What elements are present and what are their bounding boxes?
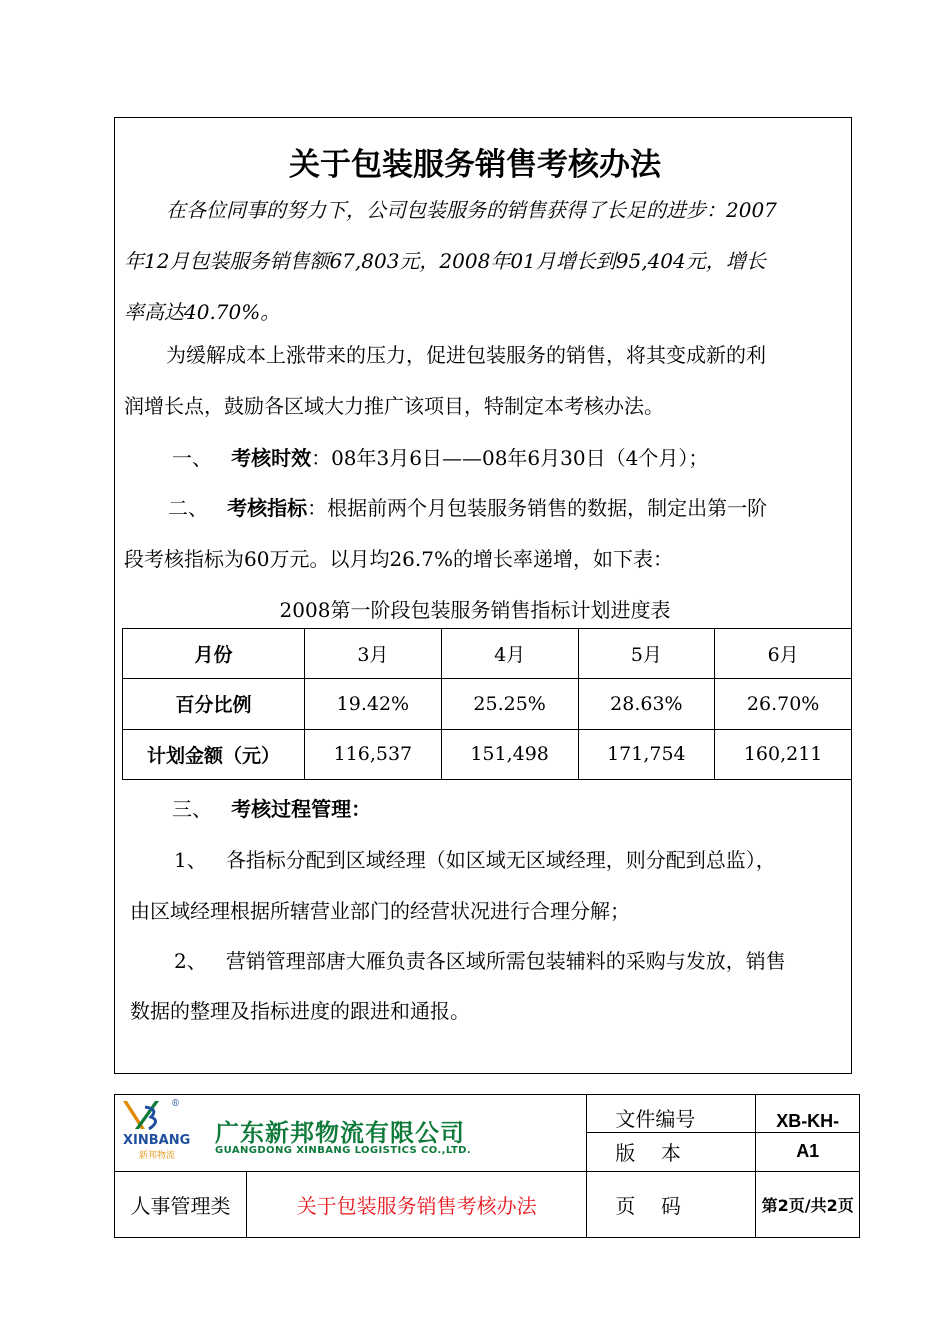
row-header: 月份 (123, 629, 305, 679)
table-cell: 6月 (715, 629, 852, 679)
logo-subtext: 新邦物流 (139, 1151, 176, 1161)
sales-plan-table (122, 628, 852, 780)
table-cell: 160,211 (715, 729, 852, 779)
item-1-continued: 由区域经理根据所辖营业部门的经营状况进行合理分解； (130, 899, 630, 923)
page-number: 第2页/共2页 (756, 1171, 860, 1237)
table-cell: 19.42% (305, 679, 442, 729)
item-1: 1、 各指标分配到区域经理（如区域无区域经理，则分配到总监）， (174, 848, 776, 872)
table-row (123, 679, 852, 729)
file-number-value: XB-KH- (756, 1095, 860, 1133)
table-cell: 171,754 (578, 729, 715, 779)
row-header: 百分比例 (123, 679, 305, 729)
section-2-heading: 考核指标 (227, 496, 308, 520)
page-label: 页 码 (587, 1171, 756, 1237)
section-1: 一、 考核时效：08年3月6日——08年6月30日（4个月）； (172, 446, 709, 470)
table-cell: 5月 (578, 629, 715, 679)
table-cell: 3月 (305, 629, 442, 679)
table-caption: 2008第一阶段包装服务销售指标计划进度表 (279, 598, 671, 622)
purpose-paragraph: 为缓解成本上涨带来的压力，促进包装服务的销售，将其变成新的利 润增长点，鼓励各区域大力推广该项目，特制定本考核办法。 (124, 343, 766, 418)
table-cell: 116,537 (305, 729, 442, 779)
table-cell: 28.63% (578, 679, 715, 729)
company-logo-cell (115, 1095, 587, 1172)
file-number-label: 文件编号 (587, 1095, 756, 1133)
intro-paragraph: 在各位同事的努力下，公司包装服务的销售获得了长足的进步：2007 年12月包装服务销售额67,803元，2008年01月增长到95,404元，增长 率高达40.70%。 (124, 198, 777, 324)
table-cell: 151,498 (441, 729, 578, 779)
company-name-en: GUANGDONG XINBANG LOGISTICS CO.,LTD. (215, 1145, 472, 1156)
version-label: 版 本 (587, 1133, 756, 1171)
section-2: 二、 考核指标：根据前两个月包装服务销售的数据，制定出第一阶 (168, 496, 768, 520)
table-cell: 25.25% (441, 679, 578, 729)
table-row (115, 1095, 860, 1133)
item-2-continued: 数据的整理及指标进度的跟进和通报。 (130, 999, 470, 1023)
company-name-cn: 广东新邦物流有限公司 (215, 1119, 465, 1147)
row-header: 计划金额（元） (123, 729, 305, 779)
registered-mark: ® (171, 1099, 180, 1109)
table-row (123, 629, 852, 679)
item-2: 2、 营销管理部唐大雁负责各区域所需包装辅料的采购与发放，销售 (174, 949, 786, 973)
logo-text: XINBANG (123, 1133, 191, 1148)
footer-document-title: 关于包装服务销售考核办法 (247, 1171, 587, 1237)
section-1-heading: 考核时效 (231, 446, 312, 470)
table-cell: 26.70% (715, 679, 852, 729)
version-value: A1 (756, 1133, 860, 1171)
document-title: 关于包装服务销售考核办法 (289, 147, 661, 183)
xinbang-logo-icon (119, 1099, 163, 1135)
table-row (115, 1171, 860, 1237)
document-category: 人事管理类 (115, 1171, 247, 1237)
footer-table (114, 1094, 860, 1238)
section-3: 三、 考核过程管理： (172, 797, 372, 821)
section-3-heading: 考核过程管理： (231, 797, 372, 821)
table-row (123, 729, 852, 779)
section-2-continued: 段考核指标为60万元。以月均26.7%的增长率递增，如下表： (124, 547, 673, 571)
table-cell: 4月 (441, 629, 578, 679)
